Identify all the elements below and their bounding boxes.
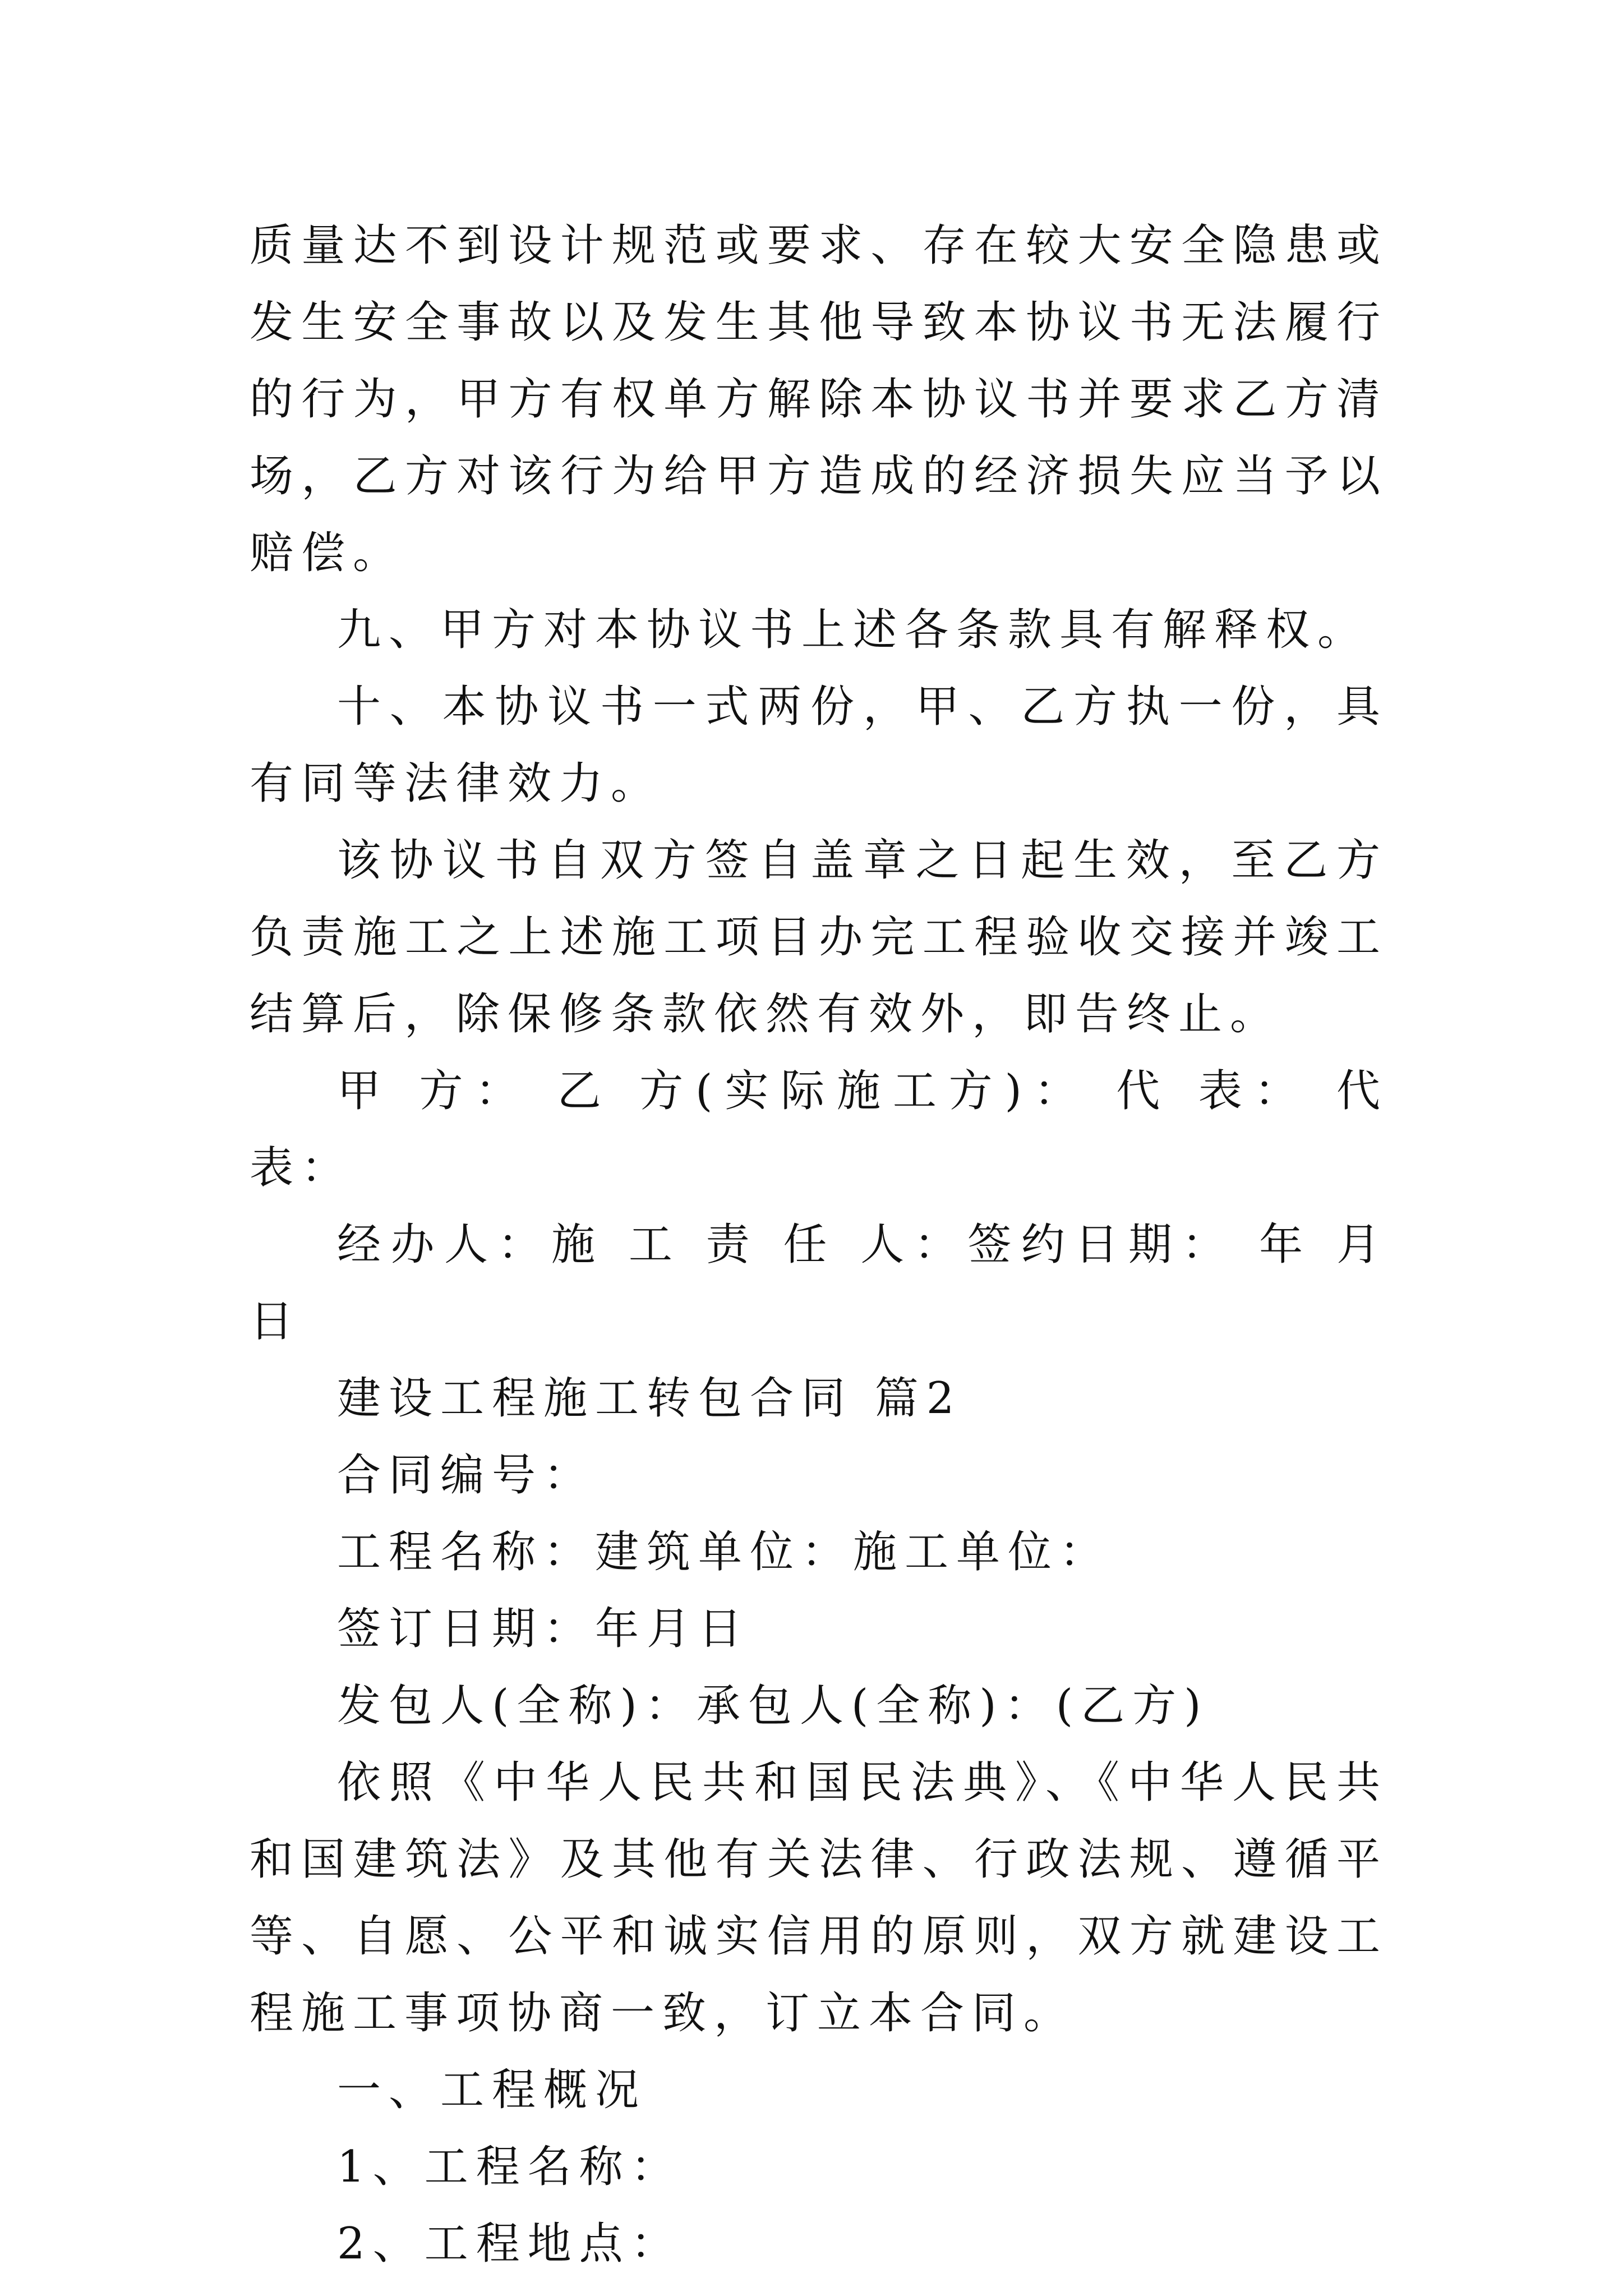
project-name-item: 1、工程名称： [337, 2142, 683, 2192]
paragraph-effectiveness: 该协议书自双方签自盖章之日起生效，至乙方负责施工之上述施工项目办完工程验收交接并竣工结算后，除保修条款依然有效外，即告终止。 [250, 835, 1388, 1039]
paragraph-termination-clause: 质量达不到设计规范或要求、存在较大安全隐患或发生安全事故以及发生其他导致本协议书无法履行的行为，甲方有权单方解除本协议书并要求乙方清场，乙方对该行为给甲方造成的经济损失应当予以赔偿。 [250, 220, 1388, 578]
signature-date-line: 经办人：施 工 责 任 人：签约日期： 年 月 日 [250, 1220, 1388, 1347]
heading-project-overview: 一、工程概况 [337, 2065, 647, 2115]
section-title: 建设工程施工转包合同 篇2 [337, 1373, 962, 1424]
paragraph-clause-nine: 九、甲方对本协议书上述各条款具有解释权。 [337, 605, 1370, 655]
signature-parties-line: 甲 方： 乙 方(实际施工方)： 代 表： 代 表： [250, 1066, 1388, 1193]
project-location-item: 2、工程地点： [337, 2219, 683, 2269]
paragraph-clause-ten: 十、本协议书一式两份，甲、乙方执一份，具有同等法律效力。 [250, 682, 1388, 809]
contract-number-field: 合同编号： [337, 1450, 596, 1501]
document-page [250, 208, 1388, 2283]
project-info-field: 工程名称：建筑单位：施工单位： [337, 1527, 1112, 1577]
contracting-parties-field: 发包人(全称)：承包人(全称)：(乙方) [337, 1681, 1209, 1731]
paragraph-legal-basis: 依照《中华人民共和国民法典》、《中华人民共和国建筑法》及其他有关法律、行政法规、遵循平等、自愿、公平和诚实信用的原则，双方就建设工程施工事项协商一致，订立本合同。 [250, 1757, 1388, 2039]
signing-date-field: 签订日期：年月日 [337, 1604, 750, 1654]
